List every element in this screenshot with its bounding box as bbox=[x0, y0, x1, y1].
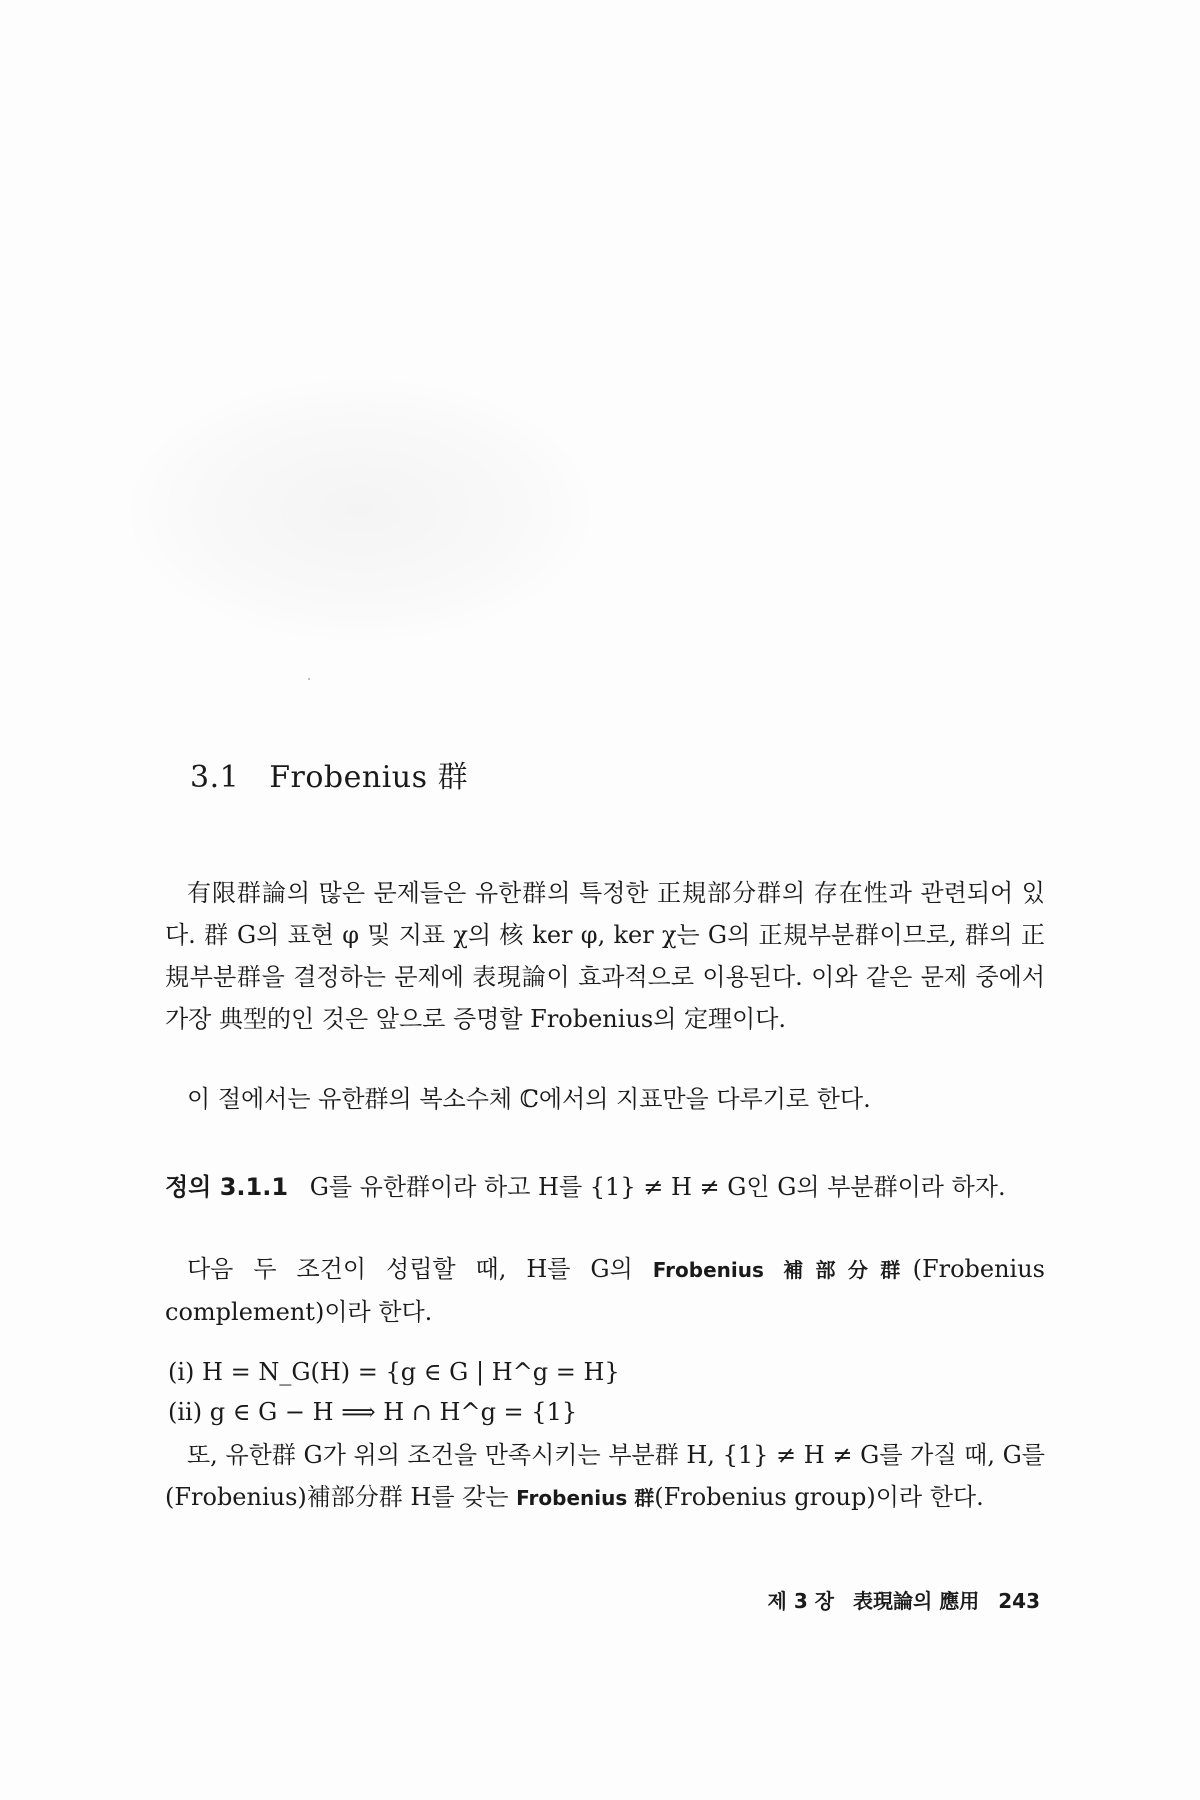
section-title: Frobenius 群 bbox=[269, 760, 469, 795]
scope-paragraph: 이 절에서는 유한群의 복소수체 ℂ에서의 지표만을 다루기로 한다. bbox=[187, 1085, 871, 1113]
complement-tail: (Frobenius complement)이라 한다. bbox=[165, 1255, 1045, 1326]
frobenius-group-definition bbox=[165, 1434, 1045, 1519]
page-smudge bbox=[130, 380, 590, 640]
page-footer bbox=[756, 1585, 1040, 1614]
scope-paragraph-block bbox=[165, 1078, 1045, 1120]
condition-i: (i) H = N_G(H) = {g ∈ G | H^g = H} bbox=[168, 1358, 620, 1386]
section-number: 3.1 bbox=[190, 760, 240, 795]
page-speck bbox=[308, 678, 310, 680]
complement-lead-in: 다음 두 조건이 성립할 때, H를 G의 bbox=[187, 1255, 633, 1283]
intro-paragraph: 有限群論의 많은 문제들은 유한群의 특정한 正規部分群의 存在性과 관련되어 있다. 群 G의 표현 φ 및 지표 χ의 核 ker φ, ker χ는 G의 正規부분群이므로, 群의 正規부분群을 결정하는 문제에 表現論이 효과적으로 이용된다. 이와 같은 문제 중에서 가장 典型的인 것은 앞으로 증명할 Frobenius의 定理이다. bbox=[165, 879, 1045, 1033]
definition-statement: G를 유한群이라 하고 H를 {1} ≠ H ≠ G인 G의 부분群이라 하자. bbox=[309, 1173, 1006, 1201]
condition-ii: (ii) g ∈ G − H ⟹ H ∩ H^g = {1} bbox=[168, 1398, 578, 1426]
footer-chapter-title: 表現論의 應用 bbox=[852, 1589, 980, 1613]
definition-block bbox=[165, 1166, 1045, 1208]
group-lead: 또, 유한群 G가 위의 조건을 만족시키는 부분群 H, {1} ≠ H ≠ G를 가질 때, G를 (Frobenius)補部分群 H를 갖는 bbox=[165, 1441, 1045, 1511]
conditions-list bbox=[168, 1352, 868, 1432]
complement-definition-block bbox=[165, 1248, 1045, 1333]
section-heading bbox=[190, 752, 468, 796]
group-tail: (Frobenius group)이라 한다. bbox=[654, 1483, 984, 1511]
definition-statement-line bbox=[165, 1166, 1045, 1208]
intro-paragraph-block bbox=[165, 872, 1045, 1040]
page-number: 243 bbox=[998, 1589, 1040, 1613]
footer-chapter: 제 3 장 bbox=[767, 1589, 835, 1613]
frobenius-group-block bbox=[165, 1434, 1045, 1519]
frobenius-group-term: Frobenius 群 bbox=[516, 1486, 655, 1510]
definition-label: 정의 3.1.1 bbox=[165, 1173, 289, 1201]
complement-definition bbox=[165, 1248, 1045, 1333]
frobenius-complement-term: Frobenius 補部分群 bbox=[652, 1258, 913, 1282]
